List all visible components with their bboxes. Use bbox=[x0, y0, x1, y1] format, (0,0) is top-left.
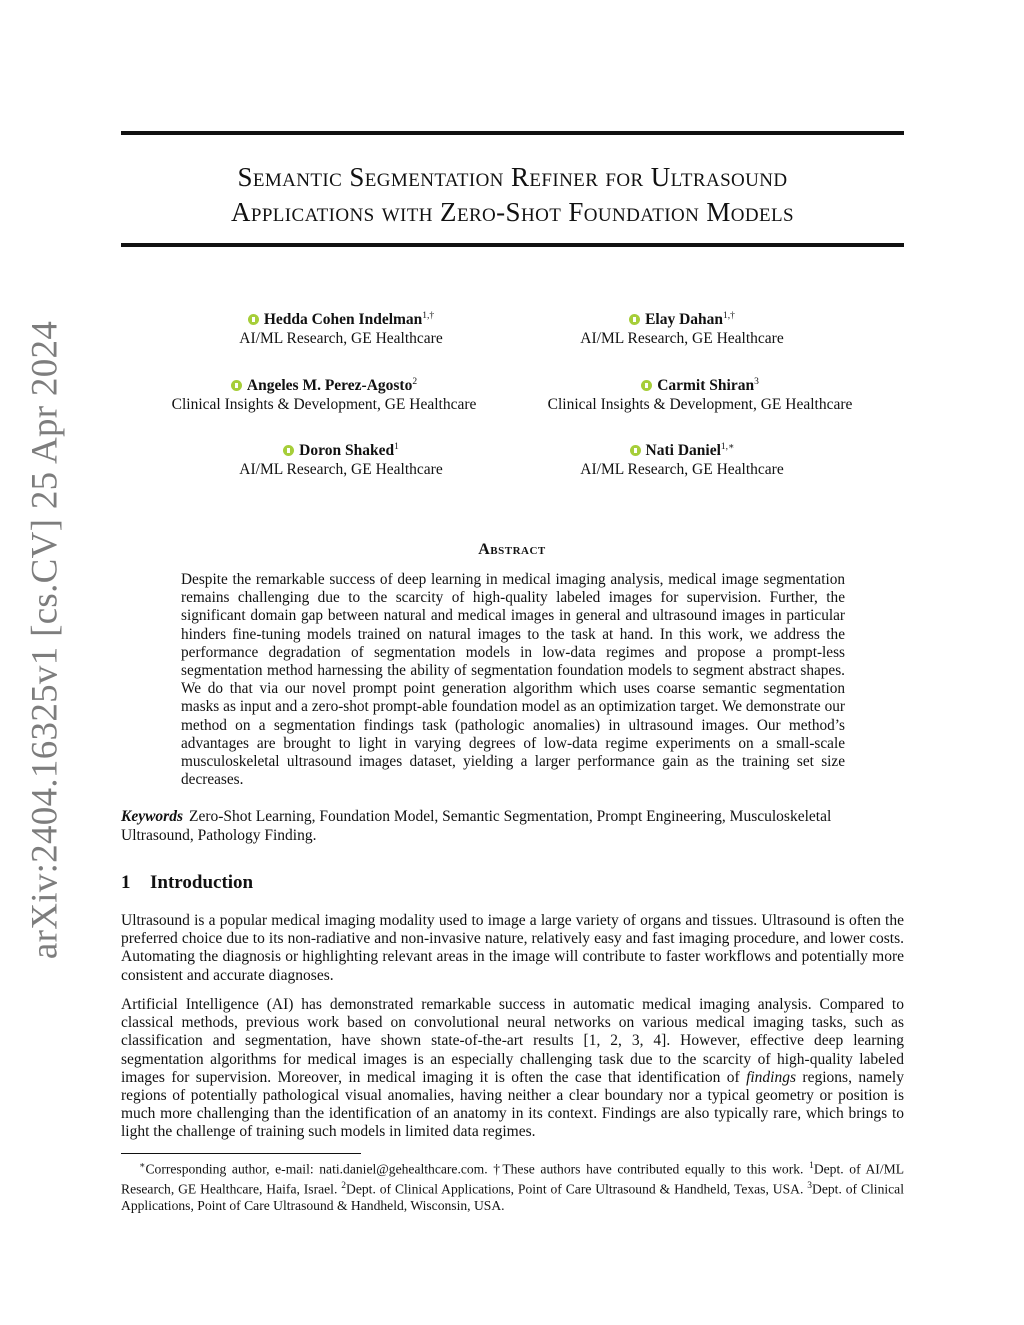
author-block-5 bbox=[141, 438, 541, 479]
author-block-2 bbox=[482, 307, 882, 348]
keywords-text: Zero-Shot Learning, Foundation Model, Semantic Segmentation, Prompt Engineering, Musculoskeletal Ultrasound, Pathology Finding. bbox=[121, 808, 832, 844]
orcid-icon[interactable] bbox=[630, 445, 641, 456]
section-title: Introduction bbox=[150, 872, 254, 893]
author-name: Nati Daniel bbox=[645, 442, 721, 460]
section-number: 1 bbox=[121, 872, 131, 893]
orcid-icon[interactable] bbox=[629, 314, 640, 325]
author-marks: 1 bbox=[394, 442, 399, 452]
author-marks: 3 bbox=[754, 377, 759, 387]
author-name: Angeles M. Perez-Agosto bbox=[246, 377, 413, 395]
intro-p2-part-a: Artificial Intelligence (AI) has demonstrated remarkable success in automatic medical imaging analysis. Compared to classical methods, previous work based on convolutional neural networks on various medical imaging tasks, such as classification and segmentation, have shown state-of-the-art results [1, 2, 3, 4]. However, effective deep learning segmentation algorithms for medical images is an especially challenging task due to the scarcity of high-quality labeled images for supervision. Moreover, in medical imaging it is often the case that identification of bbox=[121, 996, 904, 1086]
footnote bbox=[121, 1158, 904, 1215]
author-marks: 2 bbox=[412, 377, 418, 387]
author-name: Doron Shaked bbox=[299, 442, 395, 460]
footnote-text: Dept. of AI/ML Research, GE Healthcare, Haifa, Israel. bbox=[121, 1161, 904, 1197]
footnote-mark: 2 bbox=[341, 1181, 347, 1192]
arxiv-stamp bbox=[20, 320, 70, 960]
abstract-heading: Abstract bbox=[478, 541, 546, 558]
abstract-body: Despite the remarkable success of deep learning in medical imaging analysis, medical image segmentation remains challenging due to the scarcity of high-quality labeled images for supervision. Further, the significant domain gap between natural and medical images in general and ultrasound images in particular hinders fine-tuning models trained on natural images to the task at hand. In this work, we address the performance degradation of segmentation models in low-data regimes and propose a prompt-less segmentation method harnessing the ability of segmentation foundation models to segment abstract shapes. We do that via our novel prompt point generation algorithm which uses coarse semantic segmentation masks as input and a zero-shot prompt-able foundation model as an optimization target. We demonstrate our method on a segmentation findings task (pathologic anomalies) in ultrasound images. Our method’s advantages are brought to light in varying degrees of low-data regime experiments on a small-scale musculoskeletal ultrasound images dataset, yielding a larger performance gain as the training set size decreases. bbox=[181, 571, 845, 789]
author-affiliation: AI/ML Research, GE Healthcare bbox=[580, 330, 784, 348]
author-block-6 bbox=[482, 438, 882, 479]
title-rule-top bbox=[121, 131, 904, 135]
footnote-text: Dept. of Clinical Applications, Point of Care Ultrasound & Handheld, Texas, USA. bbox=[346, 1181, 808, 1197]
orcid-icon[interactable] bbox=[641, 380, 652, 391]
author-marks: 1,† bbox=[723, 311, 735, 321]
orcid-icon[interactable] bbox=[248, 314, 259, 325]
footnote-text: Dept. of Clinical Applications, Point of Care Ultrasound & Handheld, Wisconsin, USA. bbox=[121, 1181, 904, 1214]
title-rule-bottom bbox=[121, 243, 904, 247]
author-affiliation: AI/ML Research, GE Healthcare bbox=[239, 330, 443, 348]
author-marks: 1,∗ bbox=[720, 442, 735, 452]
keywords bbox=[121, 808, 904, 845]
author-name: Elay Dahan bbox=[645, 311, 724, 329]
author-marks: 1,† bbox=[422, 311, 435, 321]
title-line-1: Semantic Segmentation Refiner for Ultrasound bbox=[237, 162, 788, 192]
arxiv-stamp-text: arXiv:2404.16325v1 [cs.CV] 25 Apr 2024 bbox=[24, 320, 66, 960]
footnote-text: Corresponding author, e-mail: nati.daniel@gehealthcare.com. †These authors have contributed equally to this work. bbox=[145, 1161, 810, 1177]
author-block-3 bbox=[124, 373, 524, 414]
author-block-4 bbox=[500, 373, 900, 414]
author-name: Hedda Cohen Indelman bbox=[263, 311, 423, 329]
footnote-mark: ∗ bbox=[139, 1161, 146, 1171]
author-block-1 bbox=[141, 307, 541, 348]
footnote-rule bbox=[121, 1153, 361, 1154]
intro-p2-emphasis: findings bbox=[746, 1068, 797, 1086]
intro-paragraph-1: Ultrasound is a popular medical imaging modality used to image a large variety of organs and tissues. Ultrasound is often the preferred choice due to its non-radiative and non-invasive nature, relatively easy and fast imaging procedure, and lower costs. Automating the diagnosis or highlighting relevant areas in the image will contribute to faster workflows and potentially more consistent and accurate diagnoses. bbox=[121, 912, 904, 984]
orcid-icon[interactable] bbox=[231, 380, 242, 391]
intro-paragraph-2 bbox=[121, 996, 904, 1142]
keywords-label: Keywords bbox=[121, 808, 183, 825]
author-name: Carmit Shiran bbox=[657, 377, 755, 395]
footnote-mark: 1 bbox=[809, 1161, 814, 1171]
author-affiliation: Clinical Insights & Development, GE Healthcare bbox=[547, 396, 853, 414]
section-heading bbox=[121, 872, 253, 894]
footnote-mark: 3 bbox=[807, 1181, 813, 1192]
author-affiliation: AI/ML Research, GE Healthcare bbox=[580, 461, 784, 479]
paper-title bbox=[121, 160, 904, 230]
author-affiliation: AI/ML Research, GE Healthcare bbox=[239, 461, 443, 479]
intro-p2-part-b: regions, namely regions of potentially pathological visual anomalies, having neither a clear boundary nor a typical geometry or position is much more challenging than the identification of an anatomy in its context. Findings are also typically rare, which brings to light the challenge of training such models in limited data regimes. bbox=[121, 1068, 904, 1141]
orcid-icon[interactable] bbox=[283, 445, 294, 456]
title-line-2: Applications with Zero-Shot Foundation Models bbox=[230, 197, 795, 227]
author-affiliation: Clinical Insights & Development, GE Healthcare bbox=[171, 396, 477, 414]
